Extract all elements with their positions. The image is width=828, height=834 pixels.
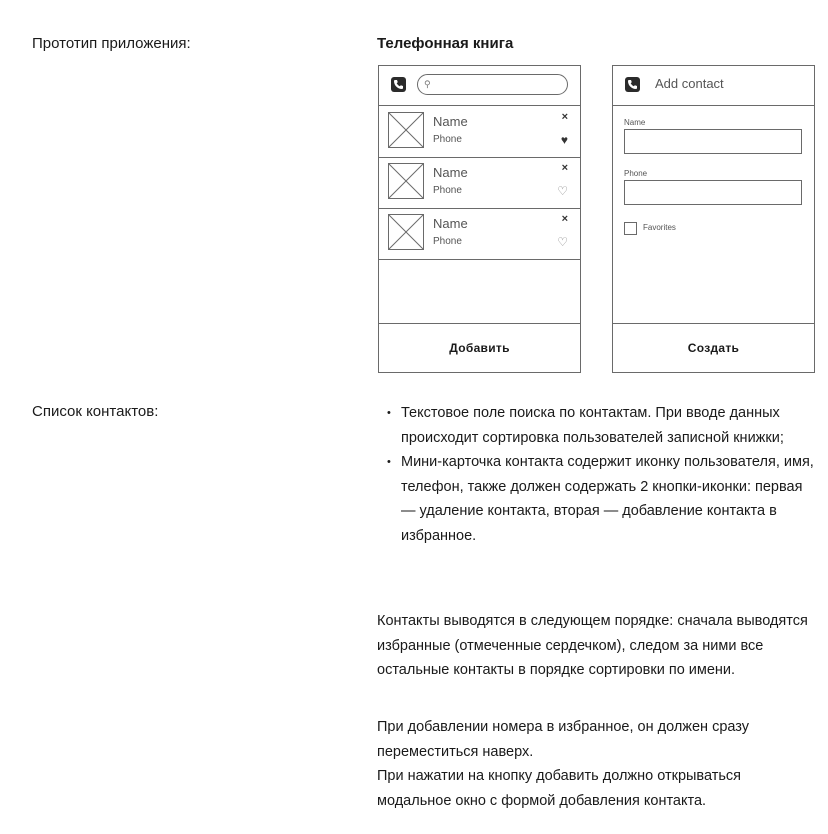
contacts-section-label: Список контактов: bbox=[32, 403, 159, 420]
contact-row[interactable] bbox=[379, 106, 580, 158]
create-button[interactable]: Создать bbox=[613, 323, 814, 372]
contact-name: Name bbox=[433, 165, 468, 180]
phone-label: Phone bbox=[624, 169, 648, 178]
delete-icon[interactable]: × bbox=[561, 111, 568, 123]
heart-filled-icon[interactable]: ♥ bbox=[560, 133, 568, 147]
prototype-title: Телефонная книга bbox=[377, 35, 514, 52]
name-label: Name bbox=[624, 118, 646, 127]
favorites-paragraph-line: При добавлении номера в избранное, он должен сразу переместиться наверх. bbox=[377, 719, 750, 760]
prototype-label: Прототип приложения: bbox=[32, 35, 191, 52]
heart-outline-icon[interactable]: ♡ bbox=[557, 184, 568, 198]
modal-paragraph-line: При нажатии на кнопку добавить должно открываться модальное окно с формой добавления контакта. bbox=[377, 768, 742, 809]
avatar-placeholder-icon bbox=[388, 214, 424, 250]
avatar-placeholder-icon bbox=[388, 163, 424, 199]
add-button[interactable]: Добавить bbox=[379, 323, 580, 372]
contact-row[interactable] bbox=[379, 208, 580, 260]
add-contact-title: Add contact bbox=[655, 76, 724, 91]
search-icon: ⚲ bbox=[424, 79, 431, 89]
contact-phone: Phone bbox=[433, 134, 462, 145]
delete-icon[interactable]: × bbox=[561, 162, 568, 174]
order-paragraph: Контакты выводятся в следующем порядке: сначала выводятся избранные (отмеченные сердечком), следом за ними все остальные контакты в порядке сортировки по имени. bbox=[377, 613, 808, 678]
contact-row[interactable] bbox=[379, 157, 580, 209]
contact-phone: Phone bbox=[433, 236, 462, 247]
contact-name: Name bbox=[433, 216, 468, 231]
delete-icon[interactable]: × bbox=[561, 213, 568, 225]
phone-icon bbox=[625, 77, 640, 92]
heart-outline-icon[interactable]: ♡ bbox=[557, 235, 568, 249]
contact-list-wireframe bbox=[378, 65, 581, 373]
add-contact-wireframe bbox=[612, 65, 815, 373]
list-header bbox=[379, 66, 580, 106]
favorites-label: Favorites bbox=[643, 223, 676, 232]
contact-phone: Phone bbox=[433, 185, 462, 196]
phone-field[interactable] bbox=[624, 180, 802, 205]
list-item: • Мини-карточка контакта содержит иконку пользователя, имя, телефон, также должен содержать 2 кнопки-иконки: первая — удаление контакта, вторая — добавление контакта в избранное. bbox=[387, 450, 817, 548]
contact-name: Name bbox=[433, 114, 468, 129]
list-item: • Текстовое поле поиска по контактам. При вводе данных происходит сортировка пользователей записной книжки; bbox=[387, 401, 817, 450]
name-field[interactable] bbox=[624, 129, 802, 154]
favorites-checkbox[interactable] bbox=[624, 222, 637, 235]
add-contact-header bbox=[613, 66, 814, 106]
favorites-paragraph bbox=[377, 715, 817, 813]
phone-icon bbox=[391, 77, 406, 92]
search-input[interactable] bbox=[417, 74, 568, 95]
requirements-list bbox=[387, 401, 817, 548]
avatar-placeholder-icon bbox=[388, 112, 424, 148]
